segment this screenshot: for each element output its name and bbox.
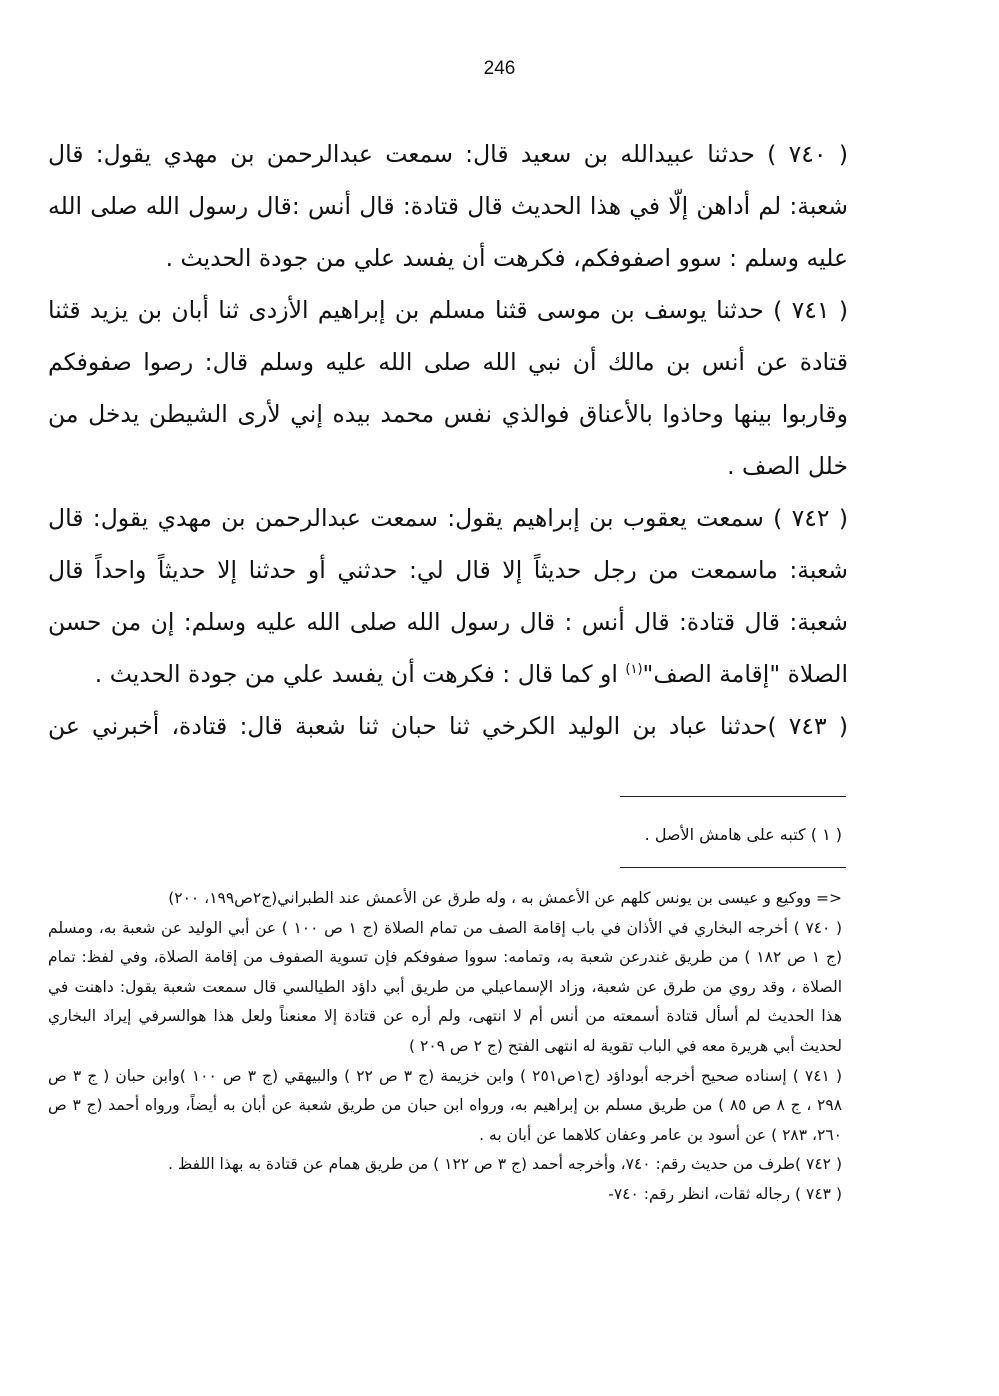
note-741: ( ٧٤١ ) إسناده صحيح أخرجه أبوداؤد (ج١ص٢٥١ ) وابن خزيمة (ج ٣ ص ٢٢ ) والبيهقي (ج ٣ ص ١٠٠ )وابن حبان ( ج ٣ ص ٢٩٨ ، ج ٨ ص ٨٥ ) من طريق مسلم بن إبراهيم به، ورواه ابن حبان من طريق شعبة عن أبان به أيضاً، ورواه أحمد (ج ٣ ص ٢٦٠، ٢٨٣ ) عن أسود بن عامر وعفان كلاهما عن أبان به .	[48, 1066, 843, 1144]
note-740: ( ٧٤٠ ) أخرجه البخاري في الأذان في باب إقامة الصف من تمام الصلاة (ج ١ ص ١٠٠ ) عن أبي الوليد عن شعبة به، ومسلم (ج ١ ص ١٨٢ ) من طريق غندرعن شعبة به، وتمامه: سووا صفوفكم فإن تسوية الصفوف من إقامة الصلاة، وفي لفظ: تمام الصلاة ، وقد روي من طرق عن شعبة، وزاد الإسماعيلي من طريق أبي داؤد الطيالسي قال سمعت شعبة يقول: داهنت في هذا الحديث لم أسأل قتادة أسمعته من أنس أم لا انتهى، ولم أره عن قتادة إلا معنعناً ولعل هذا هوالسرفي إيراد البخاري لحديث أبي هريرة معه في الباب تقوية له انتهى الفتح (ج ٢ ص ٢٠٩ )	[48, 918, 843, 1055]
main-text	[48, 128, 848, 752]
notes-separator	[620, 867, 846, 868]
note-743: ( ٧٤٣ ) رجاله ثقات، انظر رقم: ٧٤٠-	[608, 1184, 842, 1203]
hadith-740: ( ٧٤٠ ) حدثنا عبيدالله بن سعيد قال: سمعت عبدالرحمن بن مهدي يقول: قال شعبة: لم أداهن إلّا في هذا الحديث قال قتادة: قال أنس :قال رسول الله صلى الله عليه وسلم : سوو اصفوفكم، فكرهت أن يفسد علي من جودة الحديث .	[48, 140, 848, 272]
hadith-742-text-end: او كما قال : فكرهت أن يفسد علي من جودة الحديث .	[94, 660, 626, 688]
note-continuation: <= ووكيع و عيسى بن يونس كلهم عن الأعمش به ، وله طرق عن الأعمش عند الطبراني(ج٢ص١٩٩، ٢٠٠)	[168, 889, 842, 907]
footnote: ( ١ ) كتبه على هامش الأصل .	[644, 825, 842, 844]
commentary-notes	[48, 884, 842, 1210]
footnote-reference: (١)	[625, 662, 643, 678]
hadith-743: ( ٧٤٣ )حدثنا عباد بن الوليد الكرخي ثنا حبان ثنا شعبة قال: قتادة، أخبرني عن	[48, 712, 848, 740]
hadith-742	[48, 492, 848, 700]
hadith-741: ( ٧٤١ ) حدثنا يوسف بن موسى قثنا مسلم بن إبراهيم الأزدى ثنا أبان بن يزيد قثنا قتادة عن أنس بن مالك أن نبي الله صلى الله عليه وسلم قال: رصوا صفوفكم وقاربوا بينها وحاذوا بالأعناق فوالذي نفس محمد بيده إني لأرى الشيطن يدخل من خلل الصف .	[48, 296, 848, 480]
note-742: ( ٧٤٢ )طرف من حديث رقم: ٧٤٠، وأخرجه أحمد (ج ٣ ص ١٢٢ ) من طريق همام عن قتادة به بهذا اللفظ .	[168, 1155, 842, 1174]
footnote-separator	[620, 796, 846, 797]
page-number: 246	[483, 58, 516, 79]
hadith-742-text: ( ٧٤٢ ) سمعت يعقوب بن إبراهيم يقول: سمعت عبدالرحمن بن مهدي يقول: قال شعبة: ماسمعت من رجل حديثاً إلا قال لي: حدثني أو حدثنا إلا حديثاً واحداً قال شعبة: قال قتادة: قال أنس : قال رسول الله صلى الله عليه وسلم: إن من حسن الصلاة "إقامة الصف"	[48, 504, 849, 688]
